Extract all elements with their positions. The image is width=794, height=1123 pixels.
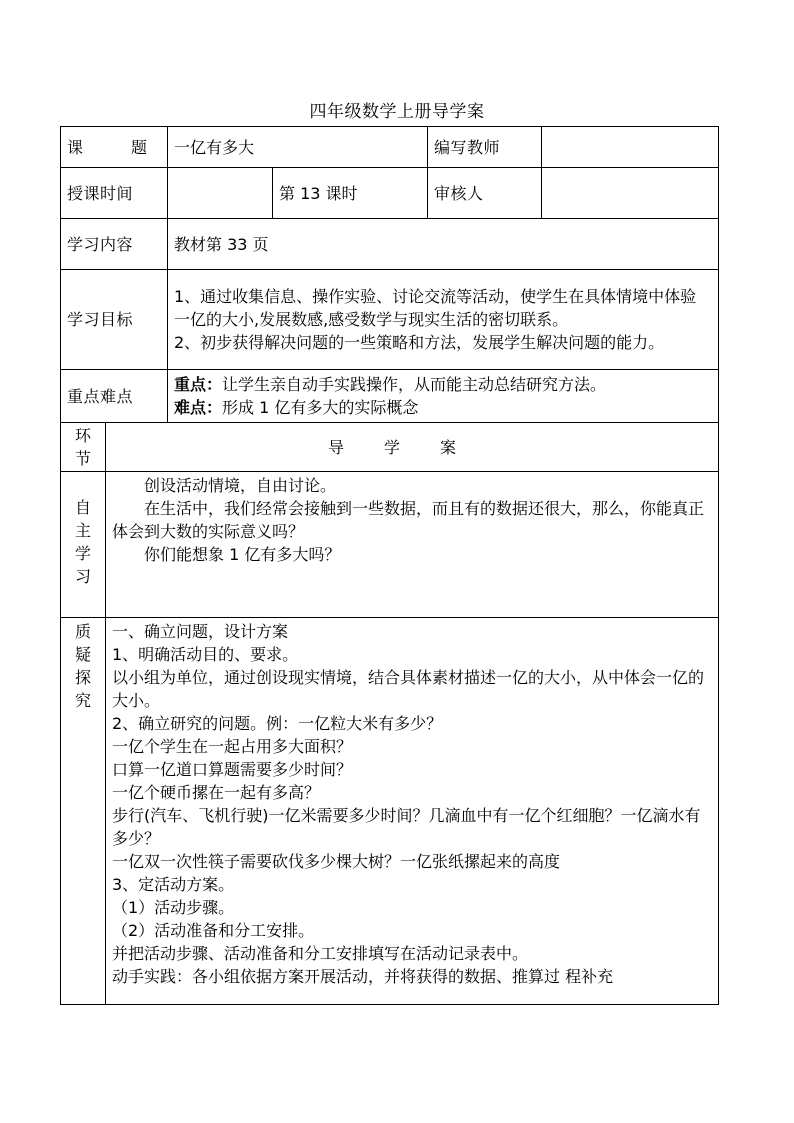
difficulty-text: 形成 1 亿有多大的实际概念	[222, 398, 419, 417]
section-label-char: 环	[74, 426, 91, 445]
goal-item: 2、初步获得解决问题的一些策略和方法，发展学生解决问题的能力。	[174, 333, 665, 352]
page-title: 四年级数学上册导学案	[309, 102, 485, 122]
topic-label-b: 题	[130, 137, 147, 157]
inquiry-line: 一亿个硬币摞在一起有多高？	[112, 783, 321, 802]
self-study-paragraph: 创设活动情境，自由讨论。	[144, 476, 337, 495]
inquiry-label-char: 疑	[74, 645, 91, 664]
key-point-text: 让学生亲自动手实践操作，从而能主动总结研究方法。	[222, 375, 607, 394]
inquiry-line: 动手实践：各小组依据方案开展活动，并将获得的数据、推算过 程补充	[112, 967, 614, 986]
topic-label-a: 课	[67, 137, 84, 157]
author-label: 编写教师	[428, 127, 542, 168]
key-label: 重点难点	[61, 370, 168, 423]
inquiry-line: 1、明确活动目的、要求。	[112, 645, 299, 664]
row-time	[61, 168, 719, 219]
inquiry-line: （1）活动步骤。	[112, 898, 235, 917]
goal-item: 1、通过收集信息、操作实验、讨论交流等活动，使学生在具体情境中体验一亿的大小,发展数感,感受数学与现实生活的密切联系。	[174, 287, 697, 329]
inquiry-line: 以小组为单位，通过创设现实情境，结合具体素材描述一亿的大小，从中体会一亿的大小。	[112, 668, 705, 710]
inquiry-line: 步行(汽车、飞机行驶)一亿米需要多少时间？几滴血中有一亿个红细胞？一亿滴水有多少？	[112, 806, 701, 848]
row-inquiry	[61, 618, 719, 1005]
topic-value: 一亿有多大	[168, 127, 428, 168]
section-label	[61, 423, 106, 472]
difficulty-label: 难点：	[174, 398, 223, 417]
inquiry-cell	[106, 618, 719, 1005]
topic-label-cell	[61, 127, 168, 168]
row-section-header	[61, 423, 719, 472]
inquiry-label	[61, 618, 106, 1005]
row-content	[61, 219, 719, 270]
inquiry-line: 2、确立研究的问题。例：一亿粒大米有多少？	[112, 714, 443, 733]
self-study-paragraph: 你们能想象 1 亿有多大吗？	[144, 545, 341, 564]
author-value	[542, 127, 719, 168]
inquiry-line: 一亿双一次性筷子需要砍伐多少棵大树？一亿张纸摞起来的高度	[112, 852, 561, 871]
row-goals	[61, 270, 719, 370]
content-label: 学习内容	[61, 219, 168, 270]
lesson-plan-table	[60, 126, 719, 1005]
inquiry-line: 口算一亿道口算题需要多少时间？	[112, 760, 353, 779]
reviewer-label: 审核人	[428, 168, 542, 219]
row-self-study	[61, 472, 719, 618]
self-study-label-char: 自	[74, 498, 91, 517]
inquiry-label-char: 究	[74, 691, 91, 710]
key-point-label: 重点：	[174, 375, 223, 394]
inquiry-line: 3、定活动方案。	[112, 875, 235, 894]
goals-label: 学习目标	[61, 270, 168, 370]
inquiry-line: （2）活动准备和分工安排。	[112, 921, 315, 940]
inquiry-line: 一、确立问题，设计方案	[112, 622, 289, 641]
inquiry-label-char: 质	[74, 622, 91, 641]
time-label: 授课时间	[61, 168, 168, 219]
goals-cell	[168, 270, 719, 370]
difficulty-line	[174, 396, 712, 419]
key-points-cell	[168, 370, 719, 423]
self-study-label-char: 主	[74, 521, 91, 540]
inquiry-line: 一亿个学生在一起占用多大面积？	[112, 737, 353, 756]
reviewer-value	[542, 168, 719, 219]
period-value: 第 13 课时	[273, 168, 428, 219]
self-study-cell	[106, 472, 719, 618]
self-study-label	[61, 472, 106, 618]
inquiry-line: 并把活动步骤、活动准备和分工安排填写在活动记录表中。	[112, 944, 529, 963]
time-value	[168, 168, 273, 219]
self-study-label-char: 习	[74, 567, 91, 586]
inquiry-label-char: 探	[74, 668, 91, 687]
row-key-points	[61, 370, 719, 423]
key-point-line	[174, 373, 712, 396]
self-study-paragraph: 在生活中，我们经常会接触到一些数据，而且有的数据还很大，那么，你能真正体会到大数的实际意义吗？	[112, 499, 705, 541]
row-topic	[61, 127, 719, 168]
self-study-label-char: 学	[74, 544, 91, 563]
section-label-char: 节	[74, 449, 91, 468]
guide-header: 导学案	[106, 423, 719, 472]
content-value: 教材第 33 页	[168, 219, 719, 270]
